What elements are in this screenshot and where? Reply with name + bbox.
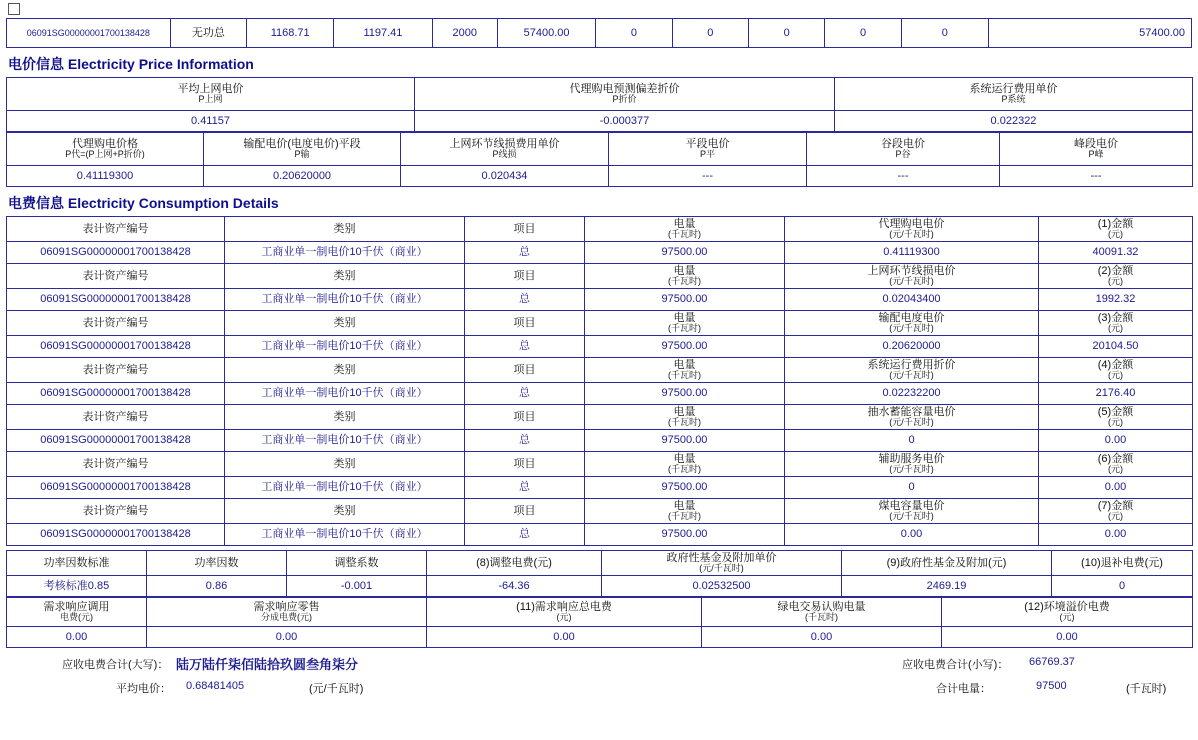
- table-row: [7, 477, 1193, 499]
- summary-v-env-premium: 0.00: [942, 627, 1193, 648]
- col-meter-header: 表计资产编号: [7, 452, 225, 477]
- table-row: [7, 336, 1193, 358]
- price-header-p-discount: 代理购电预测偏差折价 P折价: [415, 78, 835, 111]
- consumption-section-title: [8, 193, 1192, 213]
- col-amount-header: (4)金额 (元): [1039, 358, 1193, 383]
- total-energy-unit: (千瓦时): [1126, 683, 1167, 695]
- summary-h-dr-retail: 需求响应零售 分成电费(元): [147, 598, 427, 627]
- cell-item: 总: [465, 383, 585, 405]
- col-category-header: 类别: [225, 311, 465, 336]
- col-energy-header: 电量 (千瓦时): [585, 264, 785, 289]
- cell-price: 0.20620000: [785, 336, 1039, 358]
- col-energy-header: 电量 (千瓦时): [585, 311, 785, 336]
- consumption-header-row: [7, 499, 1193, 524]
- summary-v-adjust-fee: -64.36: [427, 576, 602, 597]
- cell-c6: 0: [672, 19, 748, 48]
- col-amount-header: (7)金额 (元): [1039, 499, 1193, 524]
- total-cn-label: 应收电费合计(大写)：: [62, 659, 169, 671]
- cell-c5: 0: [596, 19, 672, 48]
- col-price-header: 代理购电电价 (元/千瓦时): [785, 217, 1039, 242]
- cell-price: 0: [785, 477, 1039, 499]
- top-strip: [6, 0, 1192, 18]
- cell-c7: 0: [748, 19, 824, 48]
- price-value-p-lineloss: 0.020434: [401, 166, 609, 187]
- cell-meter: 06091SG00000001700138428: [7, 430, 225, 452]
- col-item-header: 项目: [465, 358, 585, 383]
- top-data-table: [6, 18, 1192, 48]
- summary-h-adjust-fee: (8)调整电费(元): [427, 551, 602, 576]
- summary-v-gov-fund-price: 0.02532500: [602, 576, 842, 597]
- table-row: [7, 383, 1193, 405]
- price-value-p-online: 0.41157: [7, 111, 415, 132]
- col-price-header: 系统运行费用折价 (元/千瓦时): [785, 358, 1039, 383]
- col-price-header: 辅助服务电价 (元/千瓦时): [785, 452, 1039, 477]
- total-energy-value: 97500: [1036, 680, 1067, 692]
- summary-h-adjust-coef: 调整系数: [287, 551, 427, 576]
- cell-amount: 1992.32: [1039, 289, 1193, 311]
- avg-price-unit: (元/千瓦时): [309, 683, 364, 695]
- summary-v-pf-standard: 考核标准0.85: [7, 576, 147, 597]
- summary-value-row-2: [7, 627, 1193, 648]
- price-header-p-valley: 谷段电价 P谷: [807, 133, 1000, 166]
- cell-energy: 97500.00: [585, 430, 785, 452]
- price-header-row-2: [7, 133, 1193, 166]
- cell-type: 无功总: [170, 19, 246, 48]
- col-price-header: 煤电容量电价 (元/千瓦时): [785, 499, 1039, 524]
- cell-c9: 0: [901, 19, 988, 48]
- col-amount-header: (3)金额 (元): [1039, 311, 1193, 336]
- table-row: [7, 19, 1192, 48]
- price-value-p-agent: 0.41119300: [7, 166, 204, 187]
- footer-line-1: [6, 654, 1192, 676]
- col-energy-header: 电量 (千瓦时): [585, 452, 785, 477]
- cell-price: 0.02043400: [785, 289, 1039, 311]
- col-meter-header: 表计资产编号: [7, 217, 225, 242]
- cell-c3: 2000: [432, 19, 497, 48]
- col-item-header: 项目: [465, 452, 585, 477]
- price-title-en: Electricity Price Information: [67, 56, 254, 72]
- col-category-header: 类别: [225, 405, 465, 430]
- consumption-header-row: [7, 264, 1193, 289]
- col-item-header: 项目: [465, 311, 585, 336]
- cell-price: 0.02232200: [785, 383, 1039, 405]
- consumption-title-en: Electricity Consumption Details: [67, 195, 279, 211]
- price-value-p-peak: ---: [1000, 166, 1193, 187]
- summary-h-pf: 功率因数: [147, 551, 287, 576]
- summary-v-gov-fund: 2469.19: [842, 576, 1052, 597]
- cell-amount: 40091.32: [1039, 242, 1193, 264]
- col-price-header: 抽水蓄能容量电价 (元/千瓦时): [785, 405, 1039, 430]
- cell-meter: 06091SG00000001700138428: [7, 242, 225, 264]
- summary-value-row-1: [7, 576, 1193, 597]
- col-meter-header: 表计资产编号: [7, 405, 225, 430]
- col-meter-header: 表计资产编号: [7, 311, 225, 336]
- col-amount-header: (6)金额 (元): [1039, 452, 1193, 477]
- cell-category: 工商业单一制电价10千伏（商业）: [225, 477, 465, 499]
- summary-v-refund: 0: [1052, 576, 1193, 597]
- cell-energy: 97500.00: [585, 383, 785, 405]
- col-item-header: 项目: [465, 264, 585, 289]
- summary-h-dr-call: 需求响应调用 电费(元): [7, 598, 147, 627]
- summary-h-refund: (10)退补电费(元): [1052, 551, 1193, 576]
- table-row: [7, 430, 1193, 452]
- consumption-table: [6, 216, 1193, 546]
- price-header-p-transmission: 输配电价(电度电价)平段 P输: [204, 133, 401, 166]
- price-value-p-flat: ---: [609, 166, 807, 187]
- price-value-p-system: 0.022322: [835, 111, 1193, 132]
- price-header-p-lineloss: 上网环节线损费用单价 P线损: [401, 133, 609, 166]
- cell-item: 总: [465, 336, 585, 358]
- cell-category: 工商业单一制电价10千伏（商业）: [225, 336, 465, 358]
- cell-item: 总: [465, 524, 585, 546]
- price-header-p-online: 平均上网电价 P上网: [7, 78, 415, 111]
- price-value-p-transmission: 0.20620000: [204, 166, 401, 187]
- col-amount-header: (1)金额 (元): [1039, 217, 1193, 242]
- table-row: [7, 289, 1193, 311]
- cell-c2: 1197.41: [334, 19, 432, 48]
- col-category-header: 类别: [225, 217, 465, 242]
- price-value-p-valley: ---: [807, 166, 1000, 187]
- consumption-header-row: [7, 358, 1193, 383]
- cell-meter: 06091SG00000001700138428: [7, 477, 225, 499]
- col-item-header: 项目: [465, 217, 585, 242]
- summary-table-2: [6, 597, 1193, 648]
- col-category-header: 类别: [225, 264, 465, 289]
- cell-c1: 1168.71: [247, 19, 334, 48]
- consumption-header-row: [7, 452, 1193, 477]
- cell-price: 0: [785, 430, 1039, 452]
- col-energy-header: 电量 (千瓦时): [585, 358, 785, 383]
- cell-energy: 97500.00: [585, 524, 785, 546]
- col-price-header: 上网环节线损电价 (元/千瓦时): [785, 264, 1039, 289]
- col-energy-header: 电量 (千瓦时): [585, 499, 785, 524]
- price-header-p-agent: 代理购电价格 P代=(P上网+P折价): [7, 133, 204, 166]
- table-row: [7, 524, 1193, 546]
- cell-category: 工商业单一制电价10千伏（商业）: [225, 242, 465, 264]
- col-meter-header: 表计资产编号: [7, 499, 225, 524]
- col-amount-header: (2)金额 (元): [1039, 264, 1193, 289]
- cell-item: 总: [465, 289, 585, 311]
- cell-category: 工商业单一制电价10千伏（商业）: [225, 289, 465, 311]
- avg-price-value: 0.68481405: [186, 680, 245, 692]
- price-title-cn: 电价信息: [8, 56, 64, 72]
- summary-h-pf-standard: 功率因数标准: [7, 551, 147, 576]
- col-category-header: 类别: [225, 358, 465, 383]
- price-table-2: [6, 132, 1193, 187]
- price-table: [6, 77, 1193, 132]
- col-item-header: 项目: [465, 499, 585, 524]
- cell-category: 工商业单一制电价10千伏（商业）: [225, 383, 465, 405]
- cell-amount: 0.00: [1039, 524, 1193, 546]
- summary-v-dr-call: 0.00: [7, 627, 147, 648]
- summary-h-green-energy: 绿电交易认购电量 (千瓦时): [702, 598, 942, 627]
- cell-energy: 97500.00: [585, 242, 785, 264]
- total-energy-label: 合计电量：: [936, 683, 991, 695]
- price-header-p-flat: 平段电价 P平: [609, 133, 807, 166]
- cell-item: 总: [465, 477, 585, 499]
- cell-amount: 20104.50: [1039, 336, 1193, 358]
- summary-table: [6, 550, 1193, 597]
- cell-energy: 97500.00: [585, 336, 785, 358]
- cell-category: 工商业单一制电价10千伏（商业）: [225, 430, 465, 452]
- col-energy-header: 电量 (千瓦时): [585, 405, 785, 430]
- col-amount-header: (5)金额 (元): [1039, 405, 1193, 430]
- price-section-title: [8, 54, 1192, 74]
- total-num-label: 应收电费合计(小写)：: [902, 659, 1009, 671]
- price-header-row-1: [7, 78, 1193, 111]
- cell-c10: 57400.00: [988, 19, 1191, 48]
- price-value-row-1: [7, 111, 1193, 132]
- cell-amount: 0.00: [1039, 477, 1193, 499]
- price-header-p-peak: 峰段电价 P峰: [1000, 133, 1193, 166]
- table-row: [7, 242, 1193, 264]
- cell-price: 0.41119300: [785, 242, 1039, 264]
- cell-category: 工商业单一制电价10千伏（商业）: [225, 524, 465, 546]
- summary-v-adjust-coef: -0.001: [287, 576, 427, 597]
- cell-meter-id: 06091SG00000001700138428: [7, 19, 171, 48]
- cell-meter: 06091SG00000001700138428: [7, 383, 225, 405]
- price-header-p-system: 系统运行费用单价 P系统: [835, 78, 1193, 111]
- checkbox-icon: [8, 3, 20, 15]
- cell-amount: 0.00: [1039, 430, 1193, 452]
- summary-header-row-2: [7, 598, 1193, 627]
- summary-header-row-1: [7, 551, 1193, 576]
- footer-line-2: [6, 676, 1192, 698]
- price-value-row-2: [7, 166, 1193, 187]
- cell-amount: 2176.40: [1039, 383, 1193, 405]
- cell-energy: 97500.00: [585, 477, 785, 499]
- price-value-p-discount: -0.000377: [415, 111, 835, 132]
- consumption-header-row: [7, 405, 1193, 430]
- consumption-title-cn: 电费信息: [8, 195, 64, 211]
- cell-item: 总: [465, 430, 585, 452]
- col-category-header: 类别: [225, 499, 465, 524]
- consumption-header-row: [7, 217, 1193, 242]
- col-item-header: 项目: [465, 405, 585, 430]
- summary-v-pf: 0.86: [147, 576, 287, 597]
- cell-meter: 06091SG00000001700138428: [7, 336, 225, 358]
- cell-meter: 06091SG00000001700138428: [7, 289, 225, 311]
- col-meter-header: 表计资产编号: [7, 264, 225, 289]
- cell-item: 总: [465, 242, 585, 264]
- col-price-header: 输配电度电价 (元/千瓦时): [785, 311, 1039, 336]
- summary-v-green-energy: 0.00: [702, 627, 942, 648]
- footer: [6, 654, 1192, 708]
- summary-h-gov-fund-price: 政府性基金及附加单价 (元/千瓦时): [602, 551, 842, 576]
- avg-price-label: 平均电价：: [116, 683, 171, 695]
- summary-h-dr-total: (11)需求响应总电费 (元): [427, 598, 702, 627]
- summary-h-gov-fund: (9)政府性基金及附加(元): [842, 551, 1052, 576]
- col-meter-header: 表计资产编号: [7, 358, 225, 383]
- summary-h-env-premium: (12)环境溢价电费 (元): [942, 598, 1193, 627]
- consumption-header-row: [7, 311, 1193, 336]
- total-num-value: 66769.37: [1029, 656, 1075, 668]
- cell-energy: 97500.00: [585, 289, 785, 311]
- cell-c8: 0: [825, 19, 901, 48]
- total-cn-value: 陆万陆仟柒佰陆拾玖圆叁角柒分: [176, 657, 359, 672]
- cell-meter: 06091SG00000001700138428: [7, 524, 225, 546]
- col-energy-header: 电量 (千瓦时): [585, 217, 785, 242]
- summary-v-dr-retail: 0.00: [147, 627, 427, 648]
- cell-c4: 57400.00: [498, 19, 596, 48]
- summary-v-dr-total: 0.00: [427, 627, 702, 648]
- col-category-header: 类别: [225, 452, 465, 477]
- cell-price: 0.00: [785, 524, 1039, 546]
